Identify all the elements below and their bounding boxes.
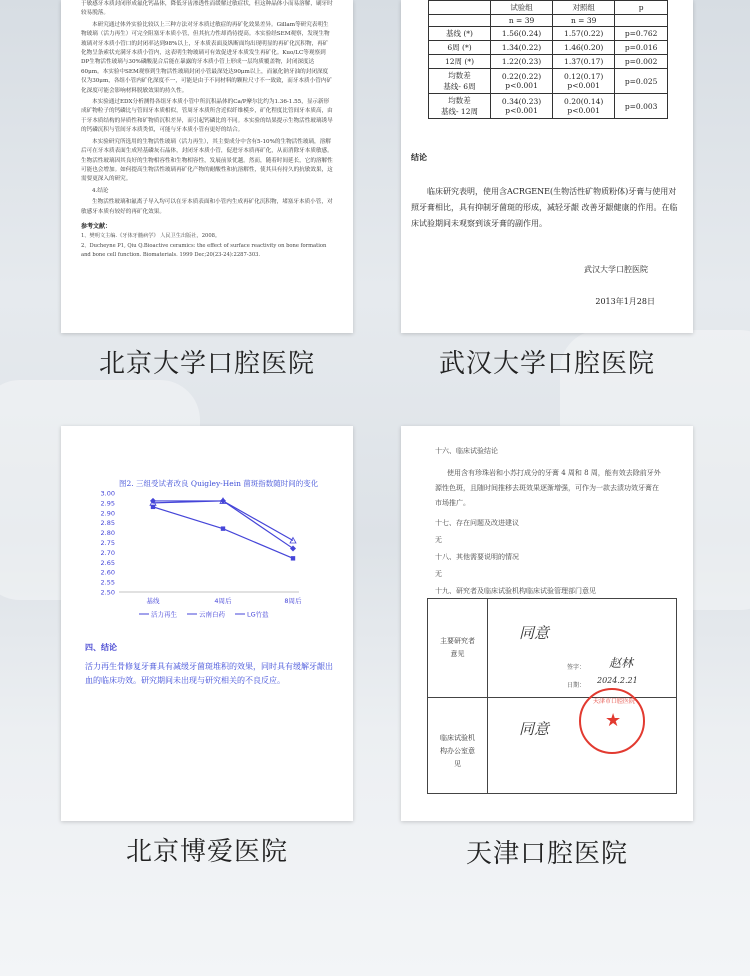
y-tick-label: 2.65 — [100, 558, 115, 567]
report-text — [81, 0, 333, 259]
star-icon: ★ — [605, 710, 622, 731]
table-cell: 基线 (*) — [429, 27, 491, 41]
report-paragraph: 生物活性玻璃和氟离子导入均可以在牙本质表面和小管内生成再矿化沉积物，堵塞牙本质小管，对敏感牙本质有较好的再矿化效果。 — [81, 199, 333, 215]
caption-beijing-boai: 北京博爱医院 — [125, 837, 288, 867]
table-cell: 1.57(0.22) — [553, 27, 615, 41]
series-line — [153, 507, 293, 558]
table-row — [429, 69, 668, 94]
table-cell: p=0.016 — [615, 41, 668, 55]
table-cell: 1.34(0.22) — [491, 41, 553, 55]
date: 2013年1月28日 — [595, 297, 655, 306]
table-cell: 对照组 — [553, 1, 615, 15]
date-label: 日期： — [567, 682, 586, 689]
report-paragraph: 4.结论 — [92, 187, 109, 194]
answer-text: 无 — [435, 536, 442, 544]
answer-text: 无 — [435, 570, 442, 578]
y-tick-label: 2.85 — [100, 519, 115, 528]
handwritten-approval: 同意 — [519, 624, 550, 642]
table-cell: 0.34(0.23) p<0.001 — [491, 94, 553, 119]
y-tick-label: 2.95 — [100, 499, 115, 508]
y-tick-label: 2.90 — [100, 509, 115, 518]
legend-label: 活力再生 — [151, 610, 177, 619]
conclusion-heading: 结论 — [411, 152, 427, 162]
table-row — [429, 55, 668, 69]
table-cell: p=0.762 — [615, 27, 668, 41]
signature: 武汉大学口腔医院 — [584, 265, 648, 274]
conclusion-text: 活力再生骨修复牙膏具有减缓牙菌斑堆积的效果，同时具有缓解牙龈出血的临床功效。研究期间未出现与研究相关的不良反应。 — [85, 662, 333, 685]
table-cell — [615, 15, 668, 27]
table-cell — [429, 1, 491, 15]
figure-title: 图2. 三组受试者改良 Quigley-Hein 菌斑指数随时间的变化 — [119, 479, 319, 488]
table-cell: 1.22(0.23) — [491, 55, 553, 69]
section-title: 十七、存在问题及改进建议 — [435, 519, 519, 527]
x-tick-label: 基线 — [146, 597, 160, 605]
official-seal — [579, 688, 645, 754]
y-tick-label: 2.70 — [100, 548, 115, 557]
caption-wuhan-dental: 武汉大学口腔医院 — [438, 349, 655, 379]
y-tick-label: 3.00 — [100, 489, 115, 498]
x-tick-label: 4周后 — [214, 597, 232, 605]
report-paragraph: 本研究通过体外实验比较以上三种方法对牙本质过敏症的再矿化效果差异。Gillam等研究表明生物玻璃（活力再生）可完全阻塞牙本质小管，但其抗力性却尚待提高。本实验经SEM观察，发现生物玻璃对牙本质小管口的封闭率达到98%以上，牙本质表面及纵断面均出现明显的再矿化沉积物，再矿化物呈条索状充满牙本质小管内，这表明生物玻璃可有效促进牙本质发生再矿化。Kuo/LC等观察到DP生物活性玻璃与30%磷酸混合后能在暴露的牙本质小管上形成一层均质覆盖物，封闭深度达60μm。本实验中SEM观察到生物活性玻璃封闭小管最深处达90μm以上，而氟化钠牙油的封闭深度仅为30μm，各组小管内矿化深度不一，可能是由于不同材料的颗粒尺寸不一致致，而牙本质小管内矿化深度可能会影响材料脱敏效果的持久性。 — [81, 21, 332, 94]
section-heading: 四、结论 — [85, 642, 117, 652]
table-cell: n = 39 — [553, 15, 615, 27]
section-title: 十八、其他需要说明的情况 — [435, 553, 519, 561]
table-cell: 6周 (*) — [429, 41, 491, 55]
reference-item: 2、Ducheyne P1, Qiu Q.Bioactive ceramics: the effect of surface reactivity on bone formation and bone cell function. Biomaterials. 1999 Dec;20(23-24):2287-303. — [81, 243, 327, 258]
table-cell: 均数差 基线- 6周 — [429, 69, 491, 94]
table-cell: p=0.025 — [615, 69, 668, 94]
seal-text: 天津市口腔医院 — [592, 698, 635, 705]
cell-label: 临床试验机构办公室意见 — [428, 698, 488, 794]
table-cell: 1.46(0.20) — [553, 41, 615, 55]
legend-label: LG竹盐 — [247, 610, 269, 619]
table-cell: 均数差 基线- 12周 — [429, 94, 491, 119]
data-point — [221, 526, 225, 530]
table-row — [429, 15, 668, 27]
document-beijing-dental — [61, 0, 353, 333]
table-row — [429, 94, 668, 119]
table-cell: 1.37(0.17) — [553, 55, 615, 69]
cell-label: 主要研究者意见 — [428, 599, 488, 697]
caption-beijing-dental: 北京大学口腔医院 — [98, 349, 315, 379]
document-tianjin-dental — [401, 426, 693, 821]
table-row — [429, 41, 668, 55]
table-cell: p=0.002 — [615, 55, 668, 69]
y-tick-label: 2.50 — [100, 588, 115, 597]
conclusion-text: 使用含有珍珠岩和小苏打成分的牙膏 4 周和 8 周，能有效去除前牙外源性色斑，且随时间推移去斑效果逐渐增强，可作为一款去渍功效牙膏在市场推广。 — [435, 469, 661, 507]
table-cell: p=0.003 — [615, 94, 668, 119]
y-tick-label: 2.75 — [100, 539, 115, 547]
conclusion-text: 临床研究表明，使用含ACRGENE(生物活性矿物质粉体)牙膏与使用对照牙膏相比，具有抑制牙菌斑的形成，减轻牙龈 改善牙龈健康的作用。在临床试验期间未观察到该牙膏的副作用。 — [411, 187, 678, 228]
table-cell: 0.22(0.22) p<0.001 — [491, 69, 553, 94]
table-cell: 0.20(0.14) p<0.001 — [553, 94, 615, 119]
handwritten-date: 2024.2.21 — [597, 676, 638, 685]
table-cell: n = 39 — [491, 15, 553, 27]
sign-label: 签字： — [567, 664, 586, 671]
line-chart — [61, 426, 353, 626]
legend-label: 云南白药 — [199, 610, 225, 619]
y-tick-label: 2.55 — [100, 578, 115, 587]
table-row — [429, 27, 668, 41]
report-paragraph: 本实验研究所选用的生物活性玻璃（活力再生），其主要成分中含有5-10%的生物活性玻璃，溶解后可在牙本质表面生成羟基磷灰石晶体，封闭牙本质小管，促进牙本质再矿化，从而消除牙本质敏感。生物活性玻璃因其良好的生物相容性和生物相容性，发展前景优越。然而，随着时间延长，它的溶解性可能也会增加。如何提高生物活性玻璃再矿化产物的耐酸性和抗溶解性，使其具有持久的抗敏效果，这需要更深入的研究。 — [81, 138, 333, 183]
report-paragraph: 于敏感牙本质封闭形成氟化钙晶体，降低牙齿渗透性而缓解过敏症状，但这种晶体小而易溶解，刷牙时较易脱落。 — [81, 1, 333, 17]
x-tick-label: 8周后 — [284, 597, 302, 605]
table-cell: 0.12(0.17) p<0.001 — [553, 69, 615, 94]
report-paragraph: 本实验通过EDX分析测得各组牙本质小管中所沉积晶体的Ca/P摩尔比约为1.36-1.55，显示新形成矿物粒子的钙磷比与管间牙本质相似，管周牙本质所含近似纤维模乡，矿化程度比管间牙本质高，由于牙本质结构的异质性和矿物质沉积差异，而引起钙磷比的不同。本实验的结果提示生物活性玻璃诱导的钙磷沉积与管间牙本质类似，可能与牙本质小管有更好的结合。 — [81, 99, 333, 134]
document-wuhan-dental — [401, 0, 693, 333]
references-title: 参考文献： — [81, 222, 112, 230]
series-line — [153, 501, 293, 549]
table-row — [429, 1, 668, 15]
y-tick-label: 2.60 — [100, 568, 115, 577]
table-cell: 试验组 — [491, 1, 553, 15]
caption-tianjin-dental: 天津口腔医院 — [465, 839, 628, 869]
handwritten-approval: 同意 — [519, 720, 550, 738]
section-title: 十九、研究者及临床试验机构临床试验管理部门意见 — [435, 587, 596, 595]
table-cell — [429, 15, 491, 27]
table-cell: p — [615, 1, 668, 15]
handwritten-signature: 赵林 — [609, 656, 634, 670]
data-point — [291, 556, 295, 560]
table-cell: 12周 (*) — [429, 55, 491, 69]
section-title: 十六、临床试验结论 — [435, 447, 498, 455]
table-cell: 1.56(0.24) — [491, 27, 553, 41]
results-table — [428, 0, 668, 119]
reference-item: 1、樊明文主编.《牙体牙髓病学》 人民卫生出版社，2008。 — [81, 232, 221, 239]
document-beijing-boai — [61, 426, 353, 821]
y-tick-label: 2.80 — [100, 529, 115, 538]
